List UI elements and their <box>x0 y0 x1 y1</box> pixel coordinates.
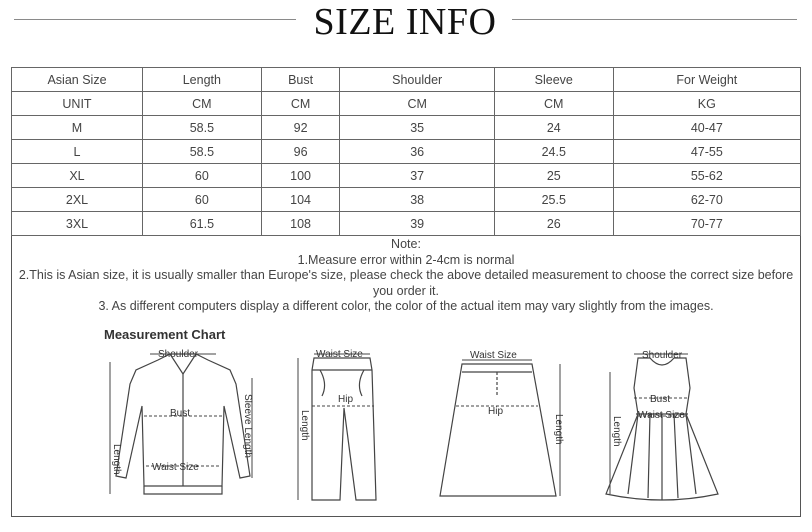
shirt-measure-lines <box>110 354 252 494</box>
table-cell: 104 <box>261 188 340 212</box>
skirt-length-label: Length <box>553 414 564 445</box>
table-row <box>12 140 801 164</box>
table-cell: CM <box>143 92 262 116</box>
table-cell: 25.5 <box>494 188 613 212</box>
table-cell: 35 <box>340 116 494 140</box>
notes-heading: Note: <box>391 237 421 251</box>
pants-hip-label: Hip <box>338 394 354 405</box>
skirt-hip-label: Hip <box>488 406 504 417</box>
table-cell: 38 <box>340 188 494 212</box>
skirt-waist-label: Waist Size <box>470 350 517 361</box>
notes-section <box>12 237 800 315</box>
pants-diagram <box>282 344 392 510</box>
note-line: 2.This is Asian size, it is usually smaller than Europe's size, please check the above detailed measurement to choose the correct size before you order it. <box>18 268 794 298</box>
table-cell: UNIT <box>12 92 143 116</box>
table-cell: 70-77 <box>613 212 800 236</box>
table-header-row <box>12 68 801 92</box>
table-row <box>12 164 801 188</box>
table-cell: 60 <box>143 164 262 188</box>
table-cell: 62-70 <box>613 188 800 212</box>
table-cell: 47-55 <box>613 140 800 164</box>
shirt-shoulder-label: Shoulder <box>158 349 199 360</box>
table-cell: M <box>12 116 143 140</box>
table-row <box>12 212 801 236</box>
note-line: 1.Measure error within 2-4cm is normal <box>297 252 515 267</box>
table-cell: L <box>12 140 143 164</box>
dress-bust-label: Bust <box>650 394 671 405</box>
skirt-diagram <box>434 344 574 510</box>
shirt-waist-label: Waist Size <box>152 462 199 473</box>
table-cell: CM <box>494 92 613 116</box>
table-unit-row <box>12 92 801 116</box>
title-divider-left <box>14 19 296 20</box>
table-header-cell: Asian Size <box>12 68 143 92</box>
table-cell: 24 <box>494 116 613 140</box>
table-cell: 37 <box>340 164 494 188</box>
table-row <box>12 116 801 140</box>
page-title: SIZE INFO <box>313 1 497 43</box>
table-cell: 60 <box>143 188 262 212</box>
table-cell: 25 <box>494 164 613 188</box>
table-cell: KG <box>613 92 800 116</box>
table-header-cell: For Weight <box>613 68 800 92</box>
pants-drawing <box>312 358 376 500</box>
table-header-cell: Bust <box>261 68 340 92</box>
title-row <box>0 0 812 48</box>
table-cell: CM <box>261 92 340 116</box>
dress-waist-label: Waist Size <box>638 410 685 421</box>
table-cell: CM <box>340 92 494 116</box>
pants-length-label: Length <box>299 410 310 441</box>
note-line: 3. As different computers display a different color, the color of the actual item may vary slightly from the images. <box>98 299 714 313</box>
shirt-diagram <box>100 344 266 510</box>
table-header-cell: Length <box>143 68 262 92</box>
table-cell: 36 <box>340 140 494 164</box>
table-cell: 26 <box>494 212 613 236</box>
skirt-drawing <box>440 364 556 496</box>
shirt-drawing <box>116 354 250 494</box>
dress-diagram <box>598 344 722 510</box>
table-cell: 61.5 <box>143 212 262 236</box>
table-cell: 24.5 <box>494 140 613 164</box>
skirt-measure-lines <box>456 360 560 496</box>
title-divider-right <box>512 19 797 20</box>
dress-length-label: Length <box>611 416 622 447</box>
pants-waist-label: Waist Size <box>316 349 363 360</box>
shirt-length-label: Length <box>111 444 122 475</box>
table-cell: 58.5 <box>143 140 262 164</box>
table-cell: 58.5 <box>143 116 262 140</box>
shirt-bust-label: Bust <box>170 408 191 419</box>
table-cell: 40-47 <box>613 116 800 140</box>
measurement-chart-title: Measurement Chart <box>104 327 226 342</box>
table-header-cell: Sleeve <box>494 68 613 92</box>
table-row <box>12 188 801 212</box>
table-cell: 55-62 <box>613 164 800 188</box>
table-cell: 100 <box>261 164 340 188</box>
table-cell: XL <box>12 164 143 188</box>
table-cell: 39 <box>340 212 494 236</box>
dress-shoulder-label: Shoulder <box>642 350 683 361</box>
table-cell: 3XL <box>12 212 143 236</box>
table-cell: 96 <box>261 140 340 164</box>
table-cell: 2XL <box>12 188 143 212</box>
table-cell: 92 <box>261 116 340 140</box>
shirt-sleeve-label: Sleeve Length <box>242 394 253 458</box>
table-header-cell: Shoulder <box>340 68 494 92</box>
table-cell: 108 <box>261 212 340 236</box>
size-table <box>11 67 801 236</box>
